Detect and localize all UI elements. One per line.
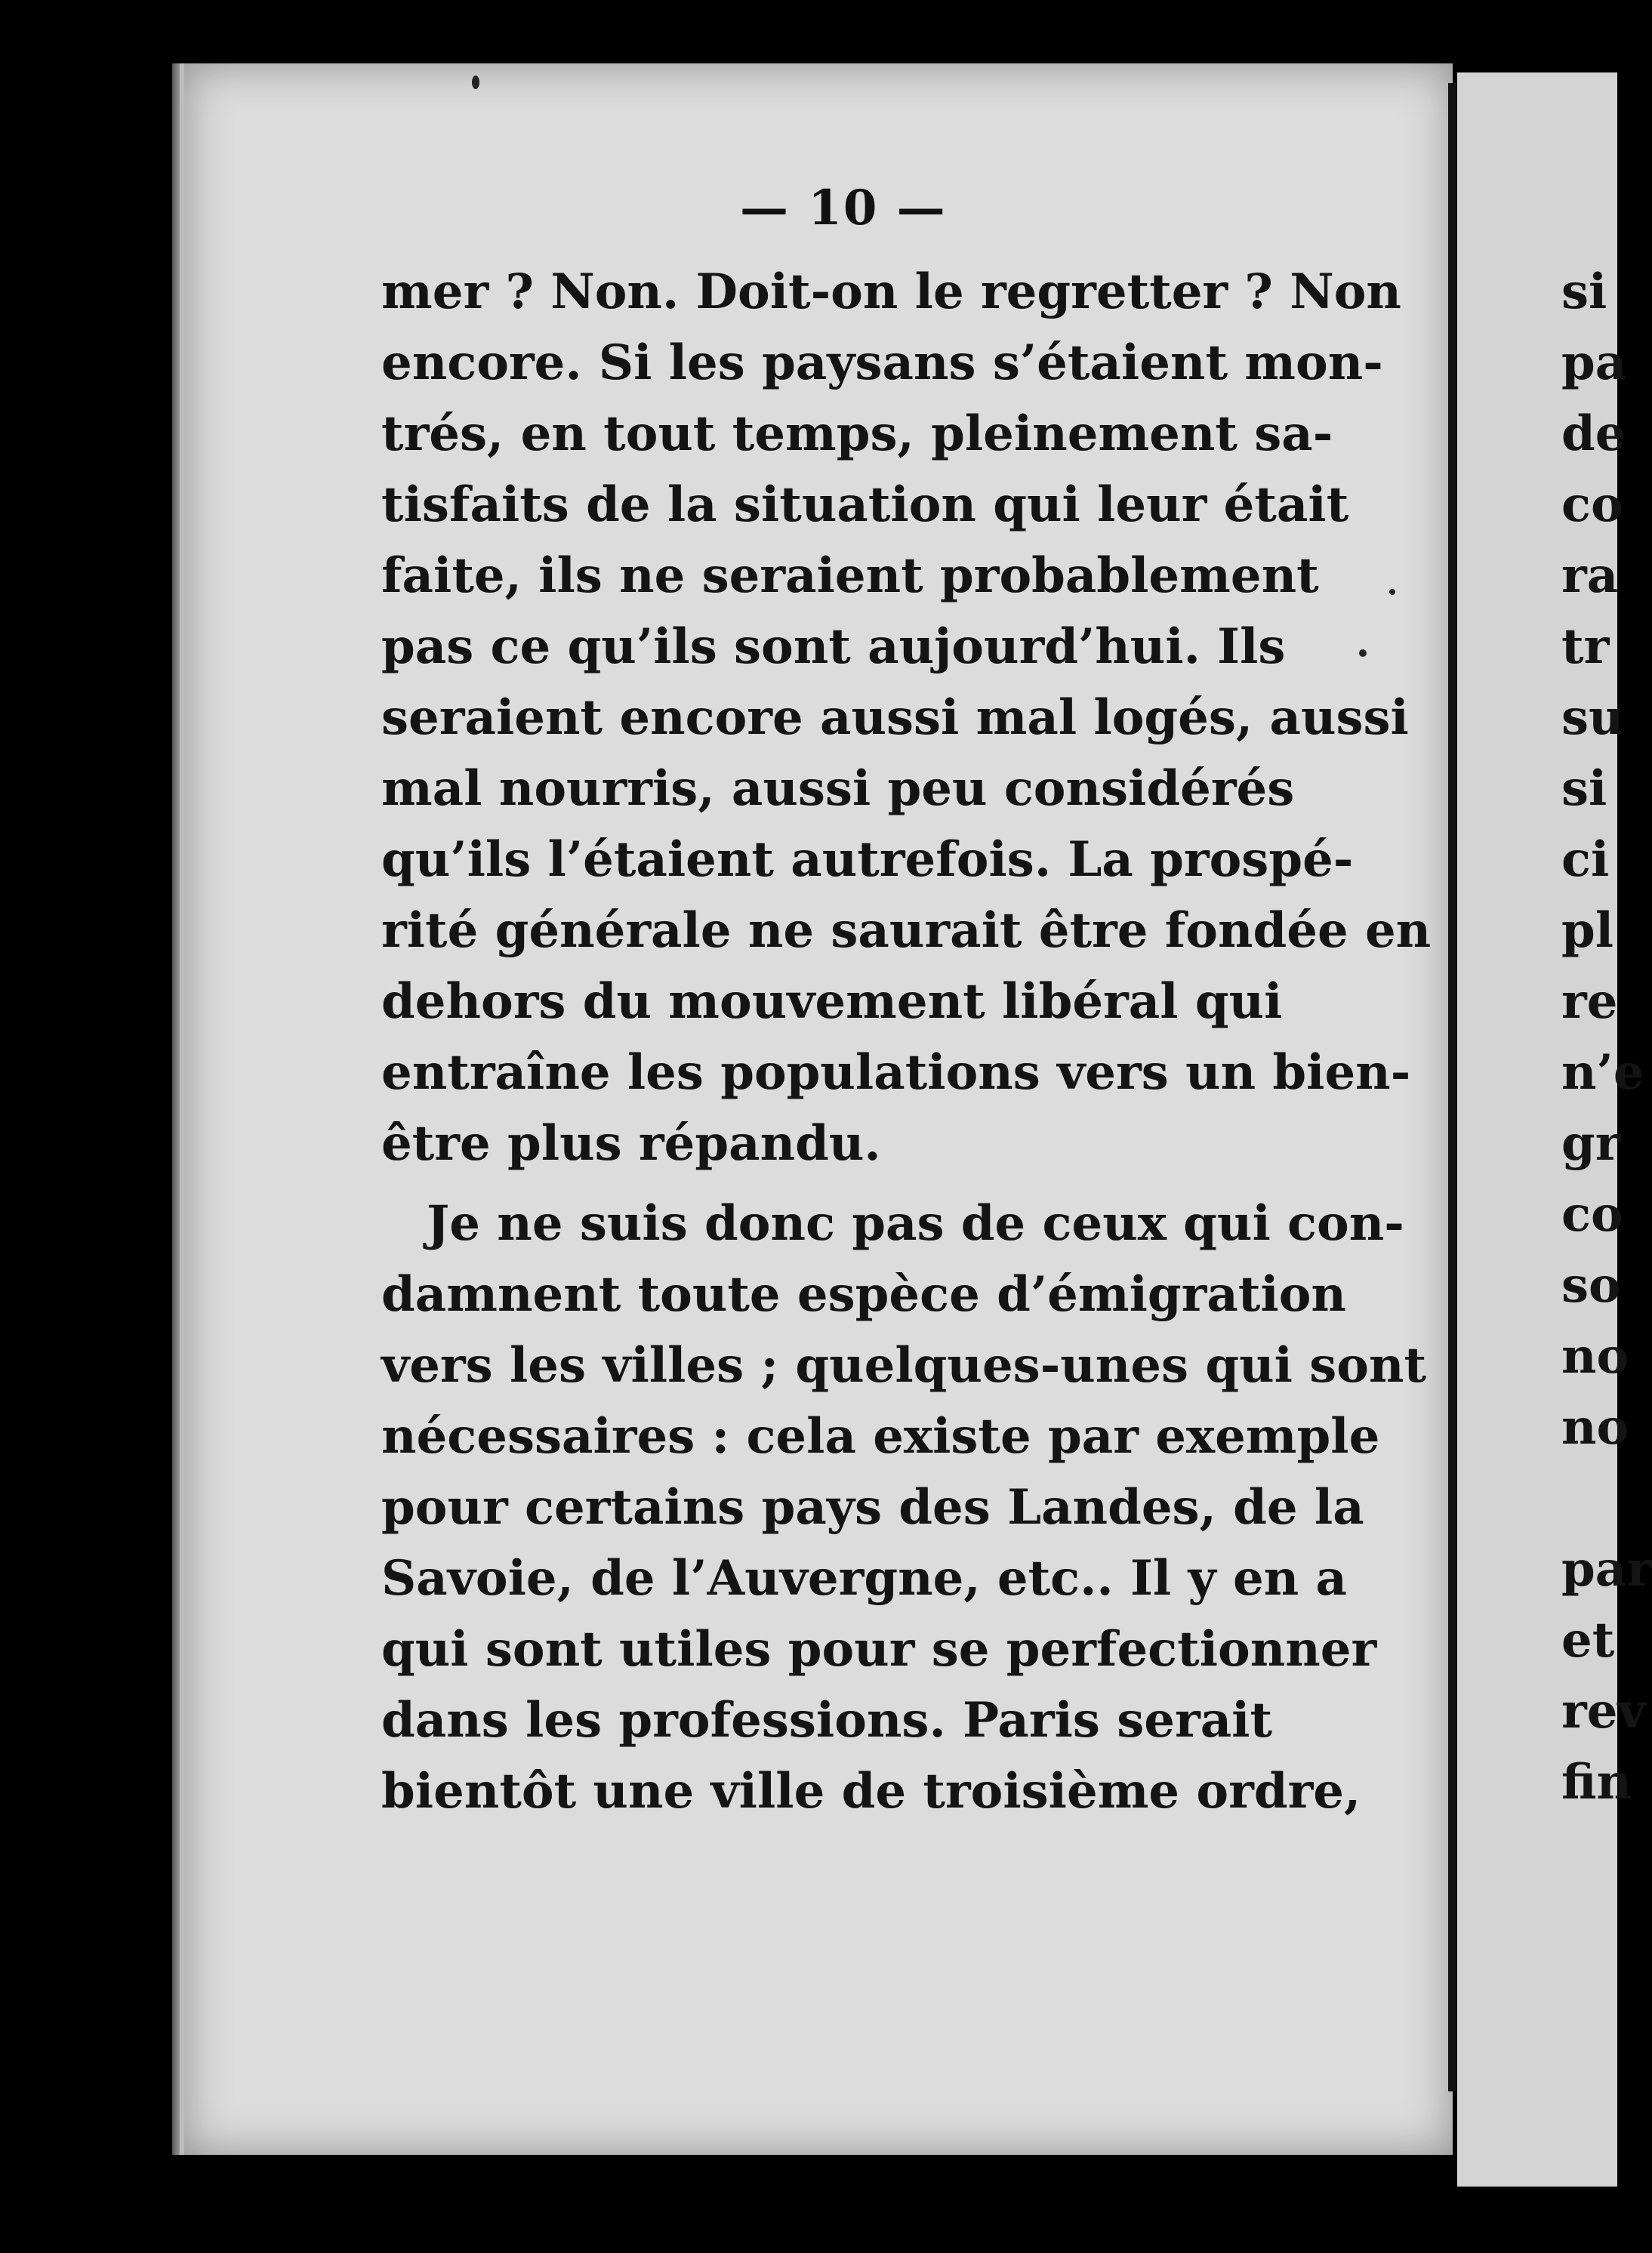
fragment-line: si — [1561, 264, 1607, 320]
fragment-line: par — [1561, 1541, 1652, 1598]
text-line: encore. Si les paysans s’étaient mon- — [381, 334, 1383, 391]
text-line: vers les villes ; quelques-unes qui sont — [381, 1337, 1427, 1394]
text-line: damnent toute espèce d’émigration — [381, 1266, 1346, 1323]
text-line: qu’ils l’étaient autrefois. La prospé- — [381, 831, 1354, 888]
fragment-line — [1561, 1463, 1652, 1534]
fragment-line: su — [1561, 689, 1624, 746]
text-line: bientôt une ville de troisième ordre, — [381, 1763, 1361, 1820]
fragment-line: gr — [1561, 1115, 1621, 1172]
ink-speck — [472, 76, 479, 89]
text-line: trés, en tout temps, pleinement sa- — [381, 405, 1333, 462]
fragment-line: co — [1561, 476, 1623, 533]
fragment-line: ra — [1561, 547, 1619, 604]
fragment-line: no — [1561, 1328, 1629, 1385]
text-line: rité générale ne saurait être fondée en — [381, 902, 1432, 959]
book-gutter — [1448, 83, 1457, 2091]
page-left-edge — [172, 63, 180, 2155]
fragment-line: pa — [1561, 334, 1627, 391]
fragment-line: co — [1561, 1186, 1623, 1243]
text-line: mal nourris, aussi peu considérés — [381, 760, 1295, 817]
ink-speck — [1389, 589, 1395, 595]
paragraph-gap — [381, 1179, 1272, 1188]
fragment-line: ci — [1561, 831, 1610, 888]
text-line: qui sont utiles pour se perfectionner — [381, 1621, 1377, 1678]
text-line: pas ce qu’ils sont aujourd’hui. Ils — [381, 618, 1286, 675]
text-line: pour certains pays des Landes, de la — [381, 1479, 1364, 1536]
fragment-line: de — [1561, 405, 1626, 462]
fragment-line: so — [1561, 1257, 1621, 1314]
text-line: dehors du mouvement libéral qui — [381, 973, 1283, 1030]
fragment-line: et — [1561, 1612, 1615, 1669]
text-line: être plus répandu. — [381, 1115, 881, 1172]
fragment-line: n’e — [1561, 1044, 1644, 1101]
ink-speck — [1359, 649, 1367, 657]
text-line: entraîne les populations vers un bien- — [381, 1044, 1411, 1101]
text-line: mer ? Non. Doit-on le regretter ? Non — [381, 264, 1401, 320]
text-line: faite, ils ne seraient probablement — [381, 547, 1319, 604]
page-number: — 10 — — [740, 180, 947, 236]
text-line: tisfaits de la situation qui leur était — [381, 476, 1349, 533]
facing-page-text — [1561, 257, 1652, 1818]
text-line: nécessaires : cela existe par exemple — [381, 1408, 1380, 1465]
fragment-line: fin — [1561, 1754, 1632, 1811]
body-text — [381, 257, 1432, 1827]
text-line: dans les professions. Paris serait — [381, 1692, 1273, 1749]
fragment-line: re — [1561, 973, 1618, 1030]
fragment-line: pl — [1561, 902, 1614, 959]
fragment-line: no — [1561, 1399, 1629, 1456]
fragment-line: tr — [1561, 618, 1610, 675]
fragment-line: si — [1561, 760, 1607, 817]
fragment-line: rev — [1561, 1683, 1646, 1740]
text-line: seraient encore aussi mal logés, aussi — [381, 689, 1409, 746]
text-line: Je ne suis donc pas de ceux qui con- — [427, 1195, 1404, 1252]
text-line: Savoie, de l’Auvergne, etc.. Il y en a — [381, 1550, 1347, 1607]
